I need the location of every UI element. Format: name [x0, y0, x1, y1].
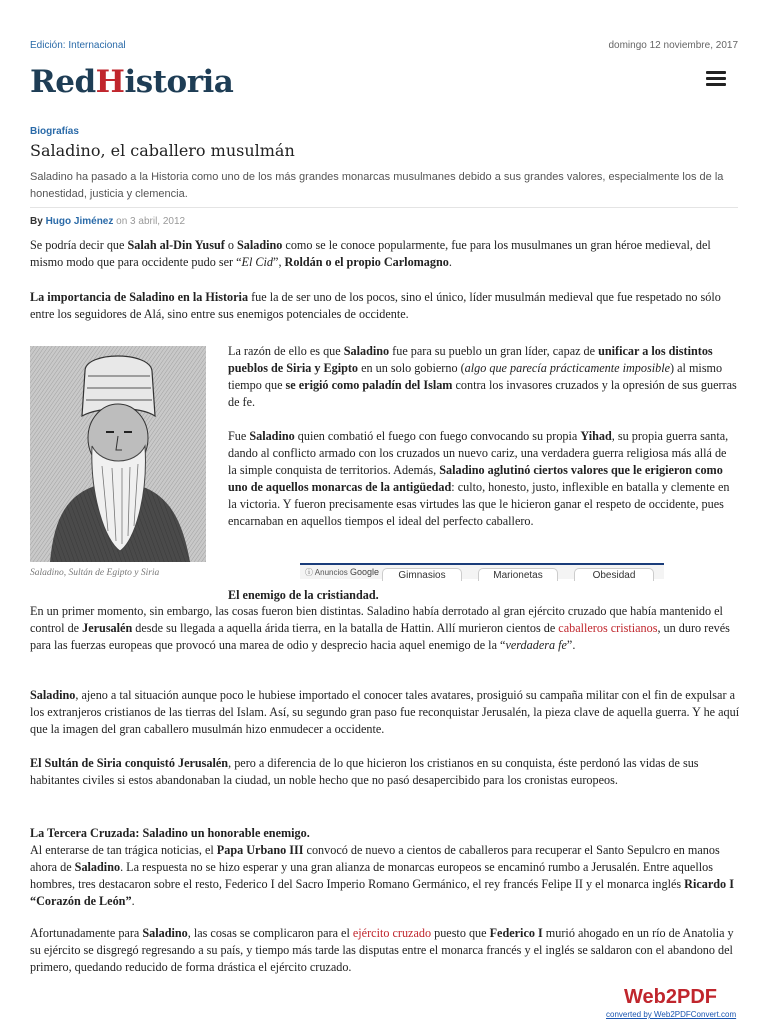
paragraph-8	[30, 842, 745, 910]
text-bold: unificar a los distintos pueblos de Siria y Egipto	[228, 344, 713, 375]
text-bold: El Sultán de Siria conquistó Jerusalén	[30, 756, 229, 770]
text: ”.	[566, 638, 576, 652]
logo-istoria: istoria	[124, 64, 234, 100]
top-bar	[30, 40, 738, 54]
text: Se podría decir que	[30, 238, 128, 252]
text: fue para su pueblo un gran líder, capaz de	[389, 344, 599, 358]
text: : culto, honesto, justo, inflexible en batalla y clemente en la victoria. Y fueron precisamente esas virtudes las que le hicieron ganar el respeto de occidente, pues encarnaban en aquellos tiempos el ideal del perfecto caballero.	[228, 480, 730, 528]
text: ”,	[273, 255, 285, 269]
text: desde su llegada a aquella árida tierra, en la batalla de Hattin. Allí murieron cientos de	[132, 621, 559, 635]
text: , ajeno a tal situación aunque poco le hubiese importado el conocer tales avatares, prosiguió su campaña militar con el fin de expulsar a los extranjeros cristianos de las tierras del Islam. Así, su segundo gran paso fue reconquistar Jerusalén, la pieza clave de aquella guerra. Y he aquí que la imagen del gran caballero musulmán hizo enmudecer a occidente.	[30, 688, 740, 736]
category-link[interactable]: Biografías	[30, 126, 79, 137]
text: convocó de nuevo a cientos de caballeros para recuperar el Santo Sepulcro en manos ahora de	[30, 843, 720, 874]
text-bold: Saladino	[236, 238, 283, 252]
text-bold: Saladino	[249, 429, 295, 443]
text-bold: Jerusalén	[82, 621, 133, 635]
web2pdf-badge	[606, 986, 740, 1020]
text: quien combatió el fuego con fuego convocando su propia	[294, 429, 581, 443]
text-bold: Ricardo I “Corazón de León”	[30, 877, 734, 908]
text: contra los invasores cruzados y la opresión de sus guerras de fe.	[228, 378, 737, 409]
ad-tab-gimnasios[interactable]: Gimnasios	[382, 568, 462, 581]
publish-date: on 3 abril, 2012	[116, 216, 186, 227]
text: . La respuesta no se hizo esperar y una gran alianza de monarcas europeos se encaminó rumbo a Jerusalén. Entre aquellos hombres, tres destacaron sobre el resto, Federico I del Sacro Imperio Romano Germánico, el rey francés Felipe II y el monarca inglés	[30, 860, 713, 891]
ejercito-cruzado-link[interactable]: ejército cruzado	[352, 926, 432, 940]
figure-caption: Saladino, Sultán de Egipto y Siria	[30, 568, 160, 578]
text: , pero a diferencia de lo que hicieron los cristianos en su conquista, éste perdonó las vidas de sus habitantes civiles si estos abandonaban la ciudad, un noble hecho que no pasó desapercibido para los cronistas europeos.	[30, 756, 699, 787]
menu-line	[706, 83, 726, 86]
paragraph-3	[228, 343, 738, 411]
text: Al enterarse de tan trágica noticias, el	[30, 843, 217, 857]
text-italic: algo que parecía prácticamente imposible	[464, 361, 670, 375]
text-bold: Saladino	[343, 344, 390, 358]
paragraph-5	[30, 603, 745, 654]
paragraph-9	[30, 925, 745, 976]
ad-tab-marionetas[interactable]: Marionetas	[478, 568, 558, 581]
menu-line	[706, 71, 726, 74]
ads-provider: Google	[349, 567, 379, 577]
text-bold: Saladino	[142, 926, 188, 940]
text: puesto que	[431, 926, 490, 940]
paragraph-2	[30, 289, 745, 323]
text-bold: Salah al-Din Yusuf	[127, 238, 225, 252]
portrait-engraving	[30, 346, 206, 562]
text: en un solo gobierno (	[358, 361, 465, 375]
text: como se le conoce popularmente, fue para los musulmanes un gran héroe medieval, del mismo modo que para occidente pudo ser “	[30, 238, 711, 269]
text-bold: Roldán o el propio Carlomagno	[284, 255, 449, 269]
current-date: domingo 12 noviembre, 2017	[608, 40, 738, 51]
caballeros-cristianos-link[interactable]: caballeros cristianos	[558, 621, 658, 635]
text-bold: La importancia de Saladino en la Historia	[30, 290, 249, 304]
menu-line	[706, 77, 726, 80]
text-bold: Yihad	[580, 429, 612, 443]
article-title: Saladino, el caballero musulmán	[30, 141, 295, 160]
text: .	[448, 255, 452, 269]
info-icon: ⓘ	[305, 568, 313, 577]
logo-h: H	[95, 64, 125, 100]
text: Fue	[228, 429, 250, 443]
hamburger-menu-icon[interactable]	[706, 71, 726, 85]
text-bold: Papa Urbano III	[216, 843, 304, 857]
text: murió ahogado en un río de Anatolia y su ejército se disgregó regresando a su país, y tiempo más tarde las disputas entre el monarca francés y el inglés se saldaron con el abandono del primero, quedando reducido de forma drástica el ejército cruzado.	[30, 926, 734, 974]
ads-label-text: Anuncios	[314, 568, 348, 577]
paragraph-1	[30, 237, 745, 271]
text: .	[131, 894, 135, 908]
site-logo[interactable]	[30, 64, 233, 100]
ad-tab-obesidad[interactable]: Obesidad	[574, 568, 654, 581]
divider	[30, 207, 738, 208]
article-subtitle: Saladino ha pasado a la Historia como uno de los más grandes monarcas musulmanes debido a sus grandes valores, especialmente los de la honestidad, justicia y clemencia.	[30, 171, 724, 200]
text: ) al mismo tiempo que	[228, 361, 723, 392]
text-bold: Saladino aglutinó ciertos valores que le erigieron como uno de aquellos monarcas de la antigüedad	[228, 463, 723, 494]
text-bold: Saladino	[30, 688, 76, 702]
saladin-portrait-image	[30, 346, 206, 562]
logo-red: Red	[30, 64, 96, 100]
text: En un primer momento, sin embargo, las cosas fueron bien distintas. Saladino había derrotado al gran ejército cruzado que había mantenido el control de	[30, 604, 723, 635]
text: Afortunadamente para	[30, 926, 143, 940]
section-heading-2: La Tercera Cruzada: Saladino un honorable enemigo.	[30, 826, 310, 840]
text: , su propia guerra santa, dando al conflicto armado con los cruzados un nuevo cariz, una verdadera guerra religiosa más allá de la simple conquista de territorios. Además,	[228, 429, 729, 477]
paragraph-7	[30, 755, 745, 789]
text: , las cosas se complicaron para el	[187, 926, 353, 940]
edition-selector[interactable]: Edición: Internacional	[30, 40, 126, 51]
text-bold: se erigió como paladín del Islam	[285, 378, 453, 392]
ads-label[interactable]	[305, 567, 379, 578]
web2pdf-link[interactable]: converted by Web2PDFConvert.com	[606, 1010, 737, 1019]
section-heading-1: El enemigo de la cristiandad.	[228, 588, 379, 602]
byline	[30, 216, 185, 227]
author-link[interactable]: Hugo Jiménez	[45, 216, 114, 227]
paragraph-4	[228, 428, 738, 530]
text: fue la de ser uno de los pocos, sino el único, líder musulmán medieval que fue respetado no sólo entre los seguidores de Alá, sino entre sus enemigos potenciales de occidente.	[30, 290, 721, 321]
text-italic: El Cid	[241, 255, 274, 269]
text: , un duro revés para las fuerzas europeas que provocó una marea de odio y desprecio hacia aquel enemigo de la “	[30, 621, 730, 652]
paragraph-6	[30, 687, 745, 738]
text: o	[224, 238, 237, 252]
text: La razón de ello es que	[228, 344, 344, 358]
web2pdf-logo: Web2PDF	[624, 986, 717, 1008]
byline-by: By	[30, 216, 43, 227]
google-ads-bar	[300, 563, 664, 579]
text-bold: Saladino	[74, 860, 121, 874]
text-italic: verdadera fe	[505, 638, 567, 652]
text-bold: Federico I	[489, 926, 543, 940]
